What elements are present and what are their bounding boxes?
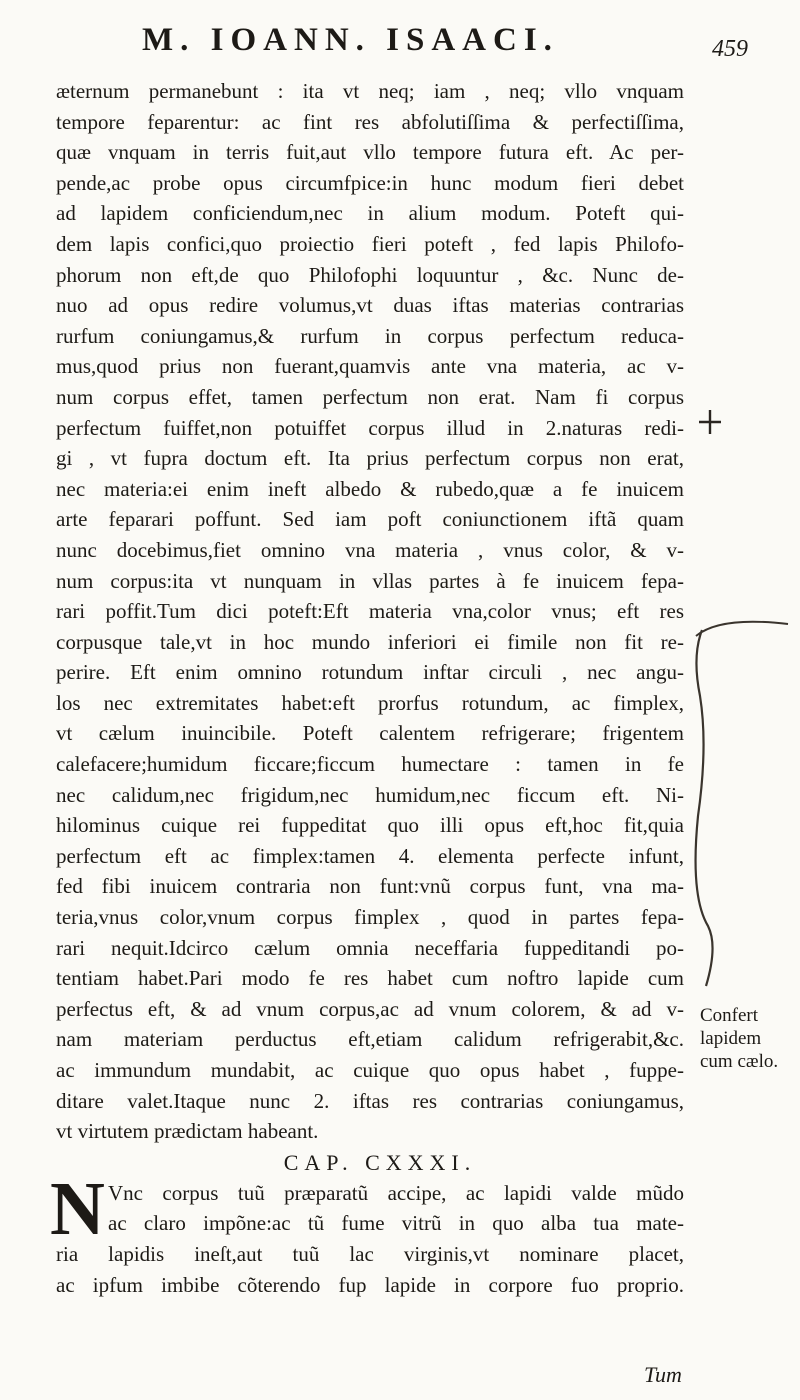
text-line: arte feparari poffunt. Sed iam poft coniunctionem iftã quam xyxy=(56,507,684,532)
text-line: los nec extremitates habet:eft prorfus rotundum, ac fimplex, xyxy=(56,690,684,715)
text-line: rurfum coniungamus,& rurfum in corpus perfectum reduca- xyxy=(56,323,684,348)
main-text-block xyxy=(50,76,684,1300)
text-line: num corpus effet, tamen perfectum non erat. Nam fi corpus xyxy=(56,384,684,409)
text-line: vt cælum inuincibile. Poteft calentem refrigerare; frigentem xyxy=(56,721,684,746)
text-line: ad lapidem conficiendum,nec in alium modum. Poteft qui- xyxy=(56,201,684,226)
catchword: Tum xyxy=(644,1362,682,1387)
margin-bracket-icon xyxy=(690,596,790,996)
text-line: ac immundum mundabit, ac cuique quo opus habet , fuppe- xyxy=(56,1058,684,1082)
text-line: vt virtutem prædictam habeant. xyxy=(56,1119,319,1144)
text-line: quæ vnquam in terris fuit,aut vllo tempore futura eft. Ac per- xyxy=(56,140,684,165)
text-line: Vnc corpus tuũ præparatũ accipe, ac lapidi valde mũdo xyxy=(108,1180,684,1205)
text-line: nec materia:ei enim ineft albedo & rubedo,quæ a fe inuicem xyxy=(56,476,684,501)
page-number: 459 xyxy=(712,36,748,62)
text-line: gi , vt fupra doctum eft. Ita prius perfectum corpus non erat, xyxy=(56,446,684,471)
text-line: tentiam habet.Pari modo fe res habet cum noftro lapide cum xyxy=(56,966,684,991)
text-line: rari poffit.Tum dici poteft:Eft materia vna,color vnus; eft res xyxy=(56,599,684,624)
text-line: phorum non eft,de quo Philofophi loquuntur , &c. Nunc de- xyxy=(56,262,684,287)
text-line: num corpus:ita vt nunquam in vllas partes à fe inuicem fepa- xyxy=(56,568,684,593)
text-line: rari nequit.Idcirco cælum omnia neceffaria fuppeditandi po- xyxy=(56,935,684,960)
text-line: ac claro impõne:ac tũ fume vitrũ in quo alba tua mate- xyxy=(108,1211,684,1236)
text-line: mus,quod prius non fuerant,quamvis ante vna materia, ac v- xyxy=(56,354,684,379)
text-line: perfectum eft ac fimplex:tamen 4. elementa perfecte infunt, xyxy=(56,843,684,868)
text-line: nunc docebimus,fiet omnino vna materia , vnus color, & v- xyxy=(56,537,684,562)
text-line: hilominus cuique rei fuppeditat quo illi opus eft,hoc fit,quia xyxy=(56,813,684,838)
text-line: pende,ac probe opus circumfpice:in hunc modum fieri debet xyxy=(56,170,684,195)
text-line: æternum permanebunt : ita vt neq; iam , neq; vllo vnquam xyxy=(56,79,684,103)
drop-cap-initial: N xyxy=(50,1166,105,1251)
text-line: dem lapis confici,quo proiectio fieri poteft , fed lapis Philofo- xyxy=(56,231,684,256)
chapter-heading: CAP. CXXXI. xyxy=(283,1149,477,1175)
marginal-note-line: Confert xyxy=(700,1005,759,1026)
text-line: teria,vnus color,vnum corpus fimplex , quod in partes fepa- xyxy=(56,905,684,930)
marginal-note xyxy=(700,1004,778,1073)
text-line: corpusque tale,vt in hoc mundo inferiori ei fimile non fit re- xyxy=(56,629,684,654)
text-line: nam materiam perductus eft,etiam calidum refrigerabit,&c. xyxy=(56,1027,684,1052)
running-head: M. IOANN. ISAACI. xyxy=(142,22,559,58)
text-line: ac ipfum imbibe cõterendo fup lapide in corpore fuo proprio. xyxy=(56,1272,684,1297)
marginal-note-line: lapidem xyxy=(700,1028,762,1049)
marginal-note-line: cum cælo. xyxy=(700,1051,779,1072)
text-line: perire. Eft enim omnino rotundum inftar circuli , nec angu- xyxy=(56,660,684,685)
cross-mark-icon xyxy=(696,408,724,436)
text-line: nec calidum,nec frigidum,nec humidum,nec ficcum eft. Ni- xyxy=(56,782,684,807)
chapter-opening xyxy=(50,1166,684,1300)
text-line: fed fibi inuicem contraria non funt:vnũ corpus funt, vna ma- xyxy=(56,874,684,899)
text-line: perfectum fuiffet,non potuiffet corpus illud in 2.naturas redi- xyxy=(56,415,684,440)
text-line: tempore feparentur: ac fint res abfolutiſſima & perfectiſſima, xyxy=(56,109,684,134)
text-line: calefacere;humidum ficcare;ficcum humectare : tamen in fe xyxy=(56,752,684,777)
text-line: nuo ad opus redire volumus,vt duas iftas materias contrarias xyxy=(56,293,684,318)
text-line: ria lapidis ineſt,aut tuũ lac virginis,vt nominare placet, xyxy=(56,1241,684,1266)
text-line: ditare valet.Itaque nunc 2. iftas res contrarias coniungamus, xyxy=(56,1088,684,1113)
text-line: perfectus eft, & ad vnum corpus,ac ad vnum colorem, & ad v- xyxy=(56,996,684,1021)
